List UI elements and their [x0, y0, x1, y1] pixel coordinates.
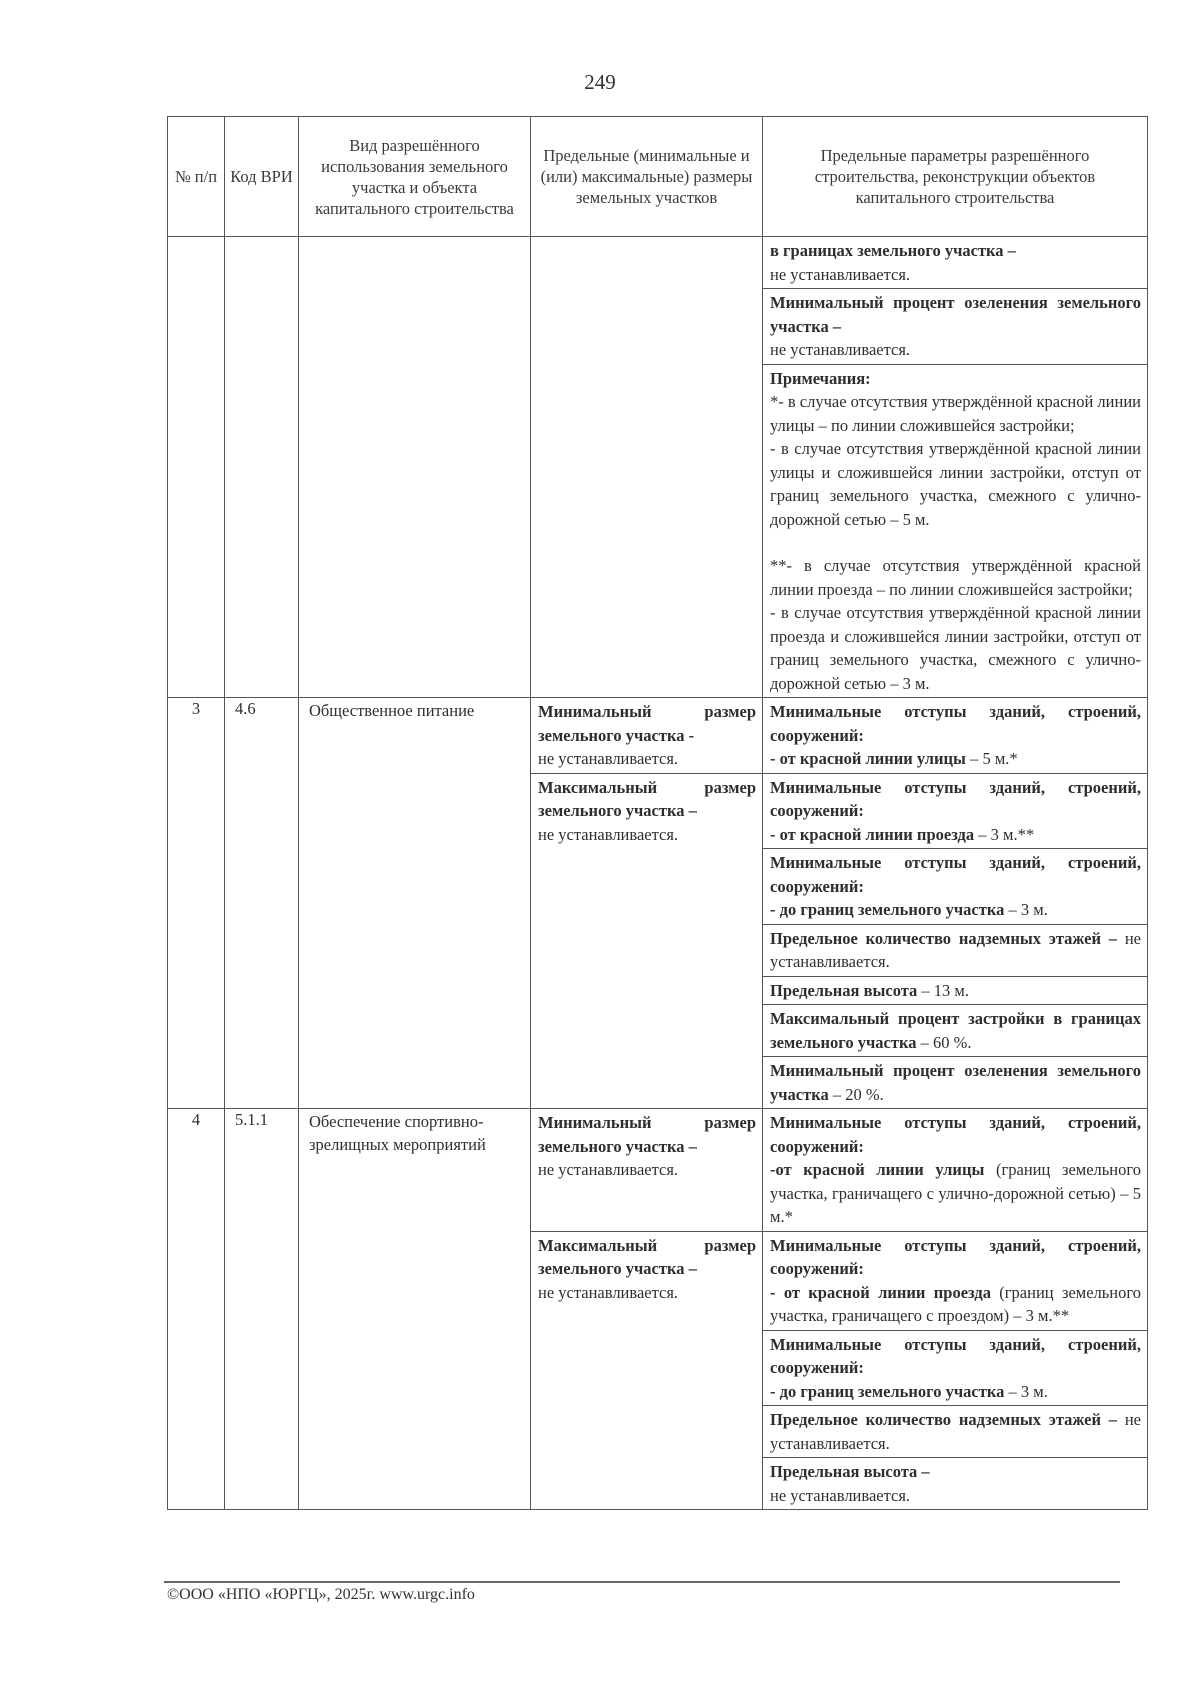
- vri-name: Общественное питание: [299, 698, 531, 1109]
- note-text: - в случае отсутствия утверждённой красной линии проезда и сложившейся линии застройки, отступ от границ земельного участка, смежного с улично-дорожной сетью – 3 м.: [770, 603, 1141, 693]
- size-bold: Минимальный размер земельного участка –: [538, 1113, 756, 1156]
- param-cell: [763, 1458, 1148, 1510]
- header-vri: Вид разрешённого использования земельного участка и объекта капитального строительства: [299, 117, 531, 237]
- param-text: не устанавливается.: [770, 264, 911, 284]
- param-line: [770, 1007, 1141, 1054]
- size-text: не устанавливается.: [538, 1160, 679, 1179]
- cont-size-cell: [531, 237, 763, 698]
- size-text: не устанавливается.: [538, 824, 679, 844]
- param-bold: - от красной линии проезда: [770, 824, 975, 844]
- vri-code: 5.1.1: [225, 1109, 299, 1510]
- size-bold: Минимальный размер земельного участка -: [538, 702, 756, 745]
- param-bold: Максимальный процент застройки в границах земельного участка: [770, 1009, 1141, 1052]
- row-number: 4: [168, 1109, 225, 1510]
- size-text: не устанавливается.: [538, 1282, 679, 1302]
- cont-vri-cell: [299, 237, 531, 698]
- size-cell: [531, 773, 763, 1109]
- param-bold: Предельное количество надземных этажей –: [770, 1410, 1118, 1429]
- param-line: [770, 747, 1141, 771]
- param-cell: [763, 1330, 1148, 1406]
- size-bold: Максимальный размер земельного участка –: [538, 1235, 756, 1278]
- size-cell: [531, 1109, 763, 1232]
- param-cell: [763, 924, 1148, 976]
- param-text: – 13 м.: [917, 980, 969, 1000]
- note-text: *- в случае отсутствия утверждённой красной линии улицы – по линии сложившейся застройки;: [770, 392, 1141, 435]
- param-line: [770, 1380, 1141, 1404]
- param-line: [770, 898, 1141, 922]
- size-cell: [531, 698, 763, 774]
- param-text: не устанавливается.: [770, 928, 1141, 971]
- param-bold: Минимальные отступы зданий, строений, сооружений:: [770, 1113, 1141, 1156]
- table-row: [168, 1109, 1148, 1232]
- size-text: не устанавливается.: [538, 749, 679, 768]
- param-bold: Предельная высота –: [770, 1462, 930, 1481]
- header-size: Предельные (минимальные и (или) максимальные) размеры земельных участков: [531, 117, 763, 237]
- param-bold: Минимальные отступы зданий, строений, сооружений:: [770, 853, 1141, 896]
- size-bold: Максимальный размер земельного участка –: [538, 777, 756, 820]
- param-line: [770, 979, 1141, 1003]
- param-bold: Предельная высота: [770, 980, 918, 1000]
- row-number: 3: [168, 698, 225, 1109]
- table-row: [168, 698, 1148, 774]
- vri-code: 4.6: [225, 698, 299, 1109]
- table-header-row: [168, 117, 1148, 237]
- param-text: – 3 м.: [1004, 900, 1048, 919]
- param-cell: [763, 698, 1148, 774]
- param-bold: - до границ земельного участка: [770, 900, 1005, 919]
- param-bold: -от красной линии улицы: [770, 1160, 985, 1179]
- param-text: (границ земельного участка, граничащего с проездом) – 3 м.**: [770, 1282, 1141, 1325]
- param-cell: [763, 773, 1148, 849]
- param-cell: [763, 849, 1148, 925]
- vri-name: Обеспечение спортивно-зрелищных мероприятий: [299, 1109, 531, 1510]
- param-line: [770, 927, 1141, 974]
- param-bold: Минимальные отступы зданий, строений, сооружений:: [770, 1334, 1141, 1377]
- header-params: Предельные параметры разрешённого строительства, реконструкции объектов капитального строительства: [763, 117, 1148, 237]
- param-bold: Минимальные отступы зданий, строений, сооружений:: [770, 1235, 1141, 1278]
- param-bold: в границах земельного участка –: [770, 241, 1016, 260]
- size-cell: [531, 1231, 763, 1510]
- page-number: 249: [584, 70, 616, 94]
- param-bold: - от красной линии проезда: [770, 1282, 991, 1302]
- notes-cell: [763, 364, 1148, 698]
- param-cell: [763, 1109, 1148, 1232]
- notes-title: Примечания:: [770, 368, 871, 388]
- param-cell: [763, 1057, 1148, 1109]
- param-bold: Минимальные отступы зданий, строений, сооружений:: [770, 702, 1141, 745]
- param-text: – 3 м.**: [974, 824, 1035, 844]
- param-bold: Минимальные отступы зданий, строений, сооружений:: [770, 777, 1141, 820]
- param-line: [770, 1408, 1141, 1455]
- param-bold: Минимальный процент озеленения земельного участка –: [770, 293, 1141, 336]
- param-line: [770, 1158, 1141, 1229]
- param-bold: Предельное количество надземных этажей –: [770, 928, 1118, 948]
- table-row: [168, 237, 1148, 289]
- header-num: № п/п: [168, 117, 225, 237]
- param-cell: [763, 237, 1148, 289]
- param-text: – 20 %.: [828, 1084, 884, 1104]
- param-bold: - от красной линии улицы: [770, 749, 966, 768]
- param-text: – 60 %.: [916, 1032, 972, 1052]
- header-code: Код ВРИ: [225, 117, 299, 237]
- param-cell: [763, 289, 1148, 365]
- cont-code-cell: [225, 237, 299, 698]
- param-text: не устанавливается.: [770, 340, 911, 359]
- param-bold: - до границ земельного участка: [770, 1381, 1005, 1401]
- param-line: [770, 1281, 1141, 1328]
- param-text: не устанавливается.: [770, 1410, 1141, 1453]
- param-text: – 5 м.*: [965, 749, 1018, 768]
- param-cell: [763, 1406, 1148, 1458]
- param-text: (границ земельного участка, граничащего с улично-дорожной сетью) – 5 м.*: [770, 1160, 1141, 1226]
- cont-num-cell: [168, 237, 225, 698]
- footer-divider: [164, 1581, 1120, 1583]
- param-text: – 3 м.: [1004, 1381, 1048, 1401]
- param-cell: [763, 976, 1148, 1005]
- regulations-table: [167, 116, 1148, 1510]
- param-text: не устанавливается.: [770, 1485, 911, 1505]
- footer-copyright: ©ООО «НПО «ЮРГЦ», 2025г. www.urgc.info: [167, 1586, 475, 1603]
- param-bold: Минимальный процент озеленения земельного участка: [770, 1061, 1141, 1104]
- param-cell: [763, 1231, 1148, 1330]
- param-cell: [763, 1005, 1148, 1057]
- param-line: [770, 1059, 1141, 1106]
- note-text: **- в случае отсутствия утверждённой красной линии проезда – по линии сложившейся застройки;: [770, 556, 1141, 599]
- param-line: [770, 823, 1141, 847]
- note-text: - в случае отсутствия утверждённой красной линии улицы и сложившейся линии застройки, отступ от границ земельного участка, смежного с улично-дорожной сетью – 5 м.: [770, 439, 1141, 529]
